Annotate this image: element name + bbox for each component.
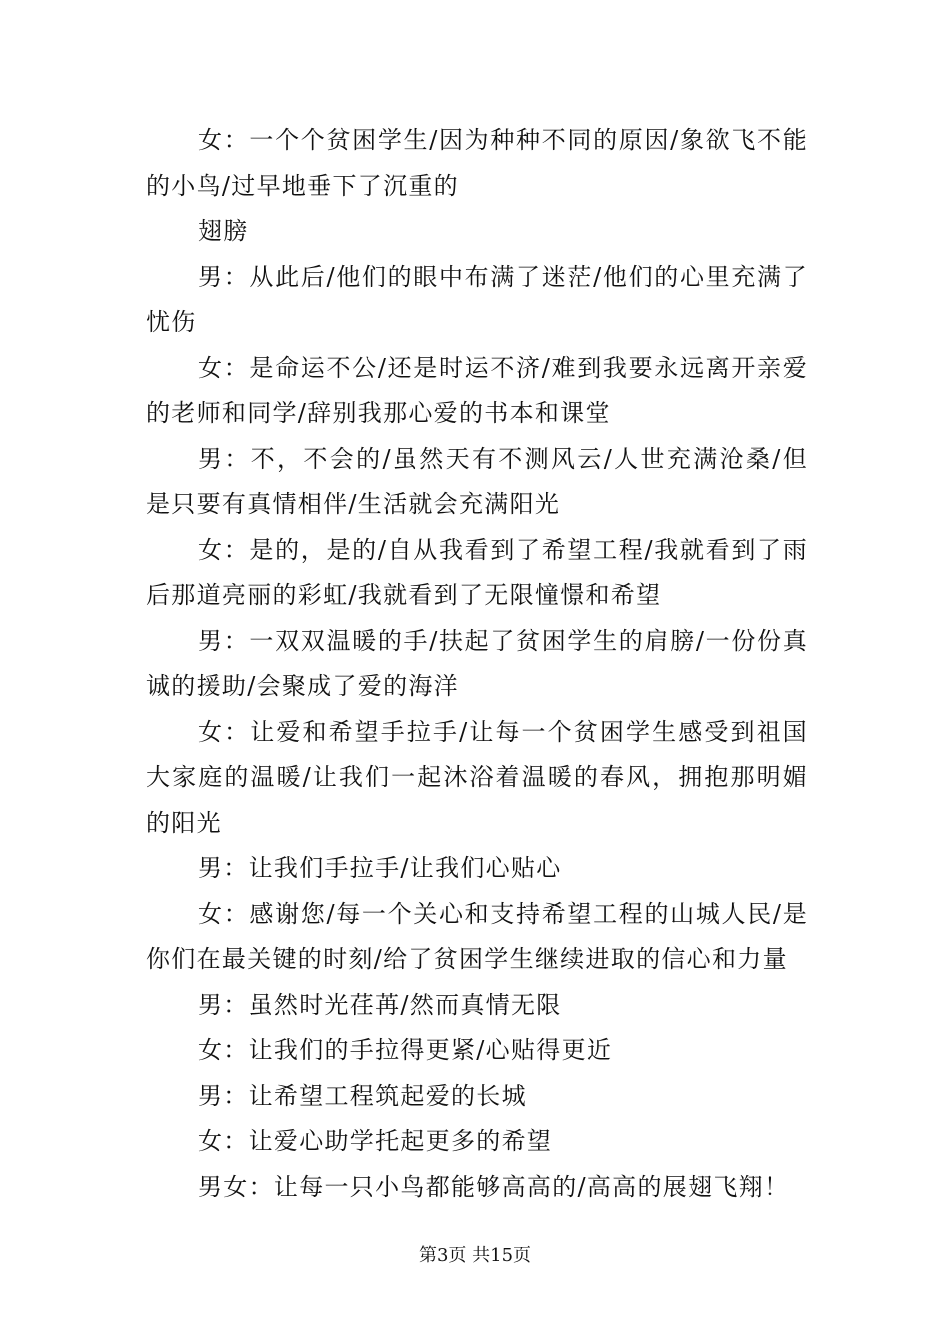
- paragraph: 女：让爱和希望手拉手/让每一个贫困学生感受到祖国大家庭的温暖/让我们一起沐浴着温暖的春风，拥抱那明媚的阳光: [146, 717, 808, 837]
- paragraph: 女：一个个贫困学生/因为种种不同的原因/象欲飞不能的小鸟/过早地垂下了沉重的: [146, 126, 808, 200]
- paragraph: 女：是命运不公/还是时运不济/难到我要永远离开亲爱的老师和同学/辞别我那心爱的书本和课堂: [146, 353, 808, 427]
- paragraph: 男：让我们手拉手/让我们心贴心: [198, 854, 562, 882]
- paragraph: 男：让希望工程筑起爱的长城: [198, 1081, 527, 1110]
- paragraph: 男：从此后/他们的眼中布满了迷茫/他们的心里充满了忧伤: [146, 262, 808, 336]
- paragraph: 女：是的，是的/自从我看到了希望工程/我就看到了雨后那道亮丽的彩虹/我就看到了无限憧憬和希望: [146, 535, 808, 609]
- paragraph: 女：让我们的手拉得更紧/心贴得更近: [198, 1036, 613, 1064]
- paragraph: 男：不，不会的/虽然天有不测风云/人世充满沧桑/但是只要有真情相伴/生活就会充满阳光: [146, 444, 808, 518]
- page-number-footer: 第3页 共15页: [418, 1245, 532, 1266]
- paragraph: 翅膀: [198, 217, 249, 245]
- document-body: [146, 118, 808, 1210]
- paragraph: 男：一双双温暖的手/扶起了贫困学生的肩膀/一份份真诚的援助/会聚成了爱的海洋: [146, 626, 808, 700]
- paragraph: 男女：让每一只小鸟都能够高高的/高高的展翅飞翔！: [198, 1172, 790, 1201]
- paragraph: 女：让爱心助学托起更多的希望: [198, 1127, 553, 1155]
- paragraph: 男：虽然时光荏苒/然而真情无限: [198, 990, 562, 1019]
- paragraph: 女：感谢您/每一个关心和支持希望工程的山城人民/是你们在最关键的时刻/给了贫困学生继续进取的信心和力量: [146, 899, 808, 973]
